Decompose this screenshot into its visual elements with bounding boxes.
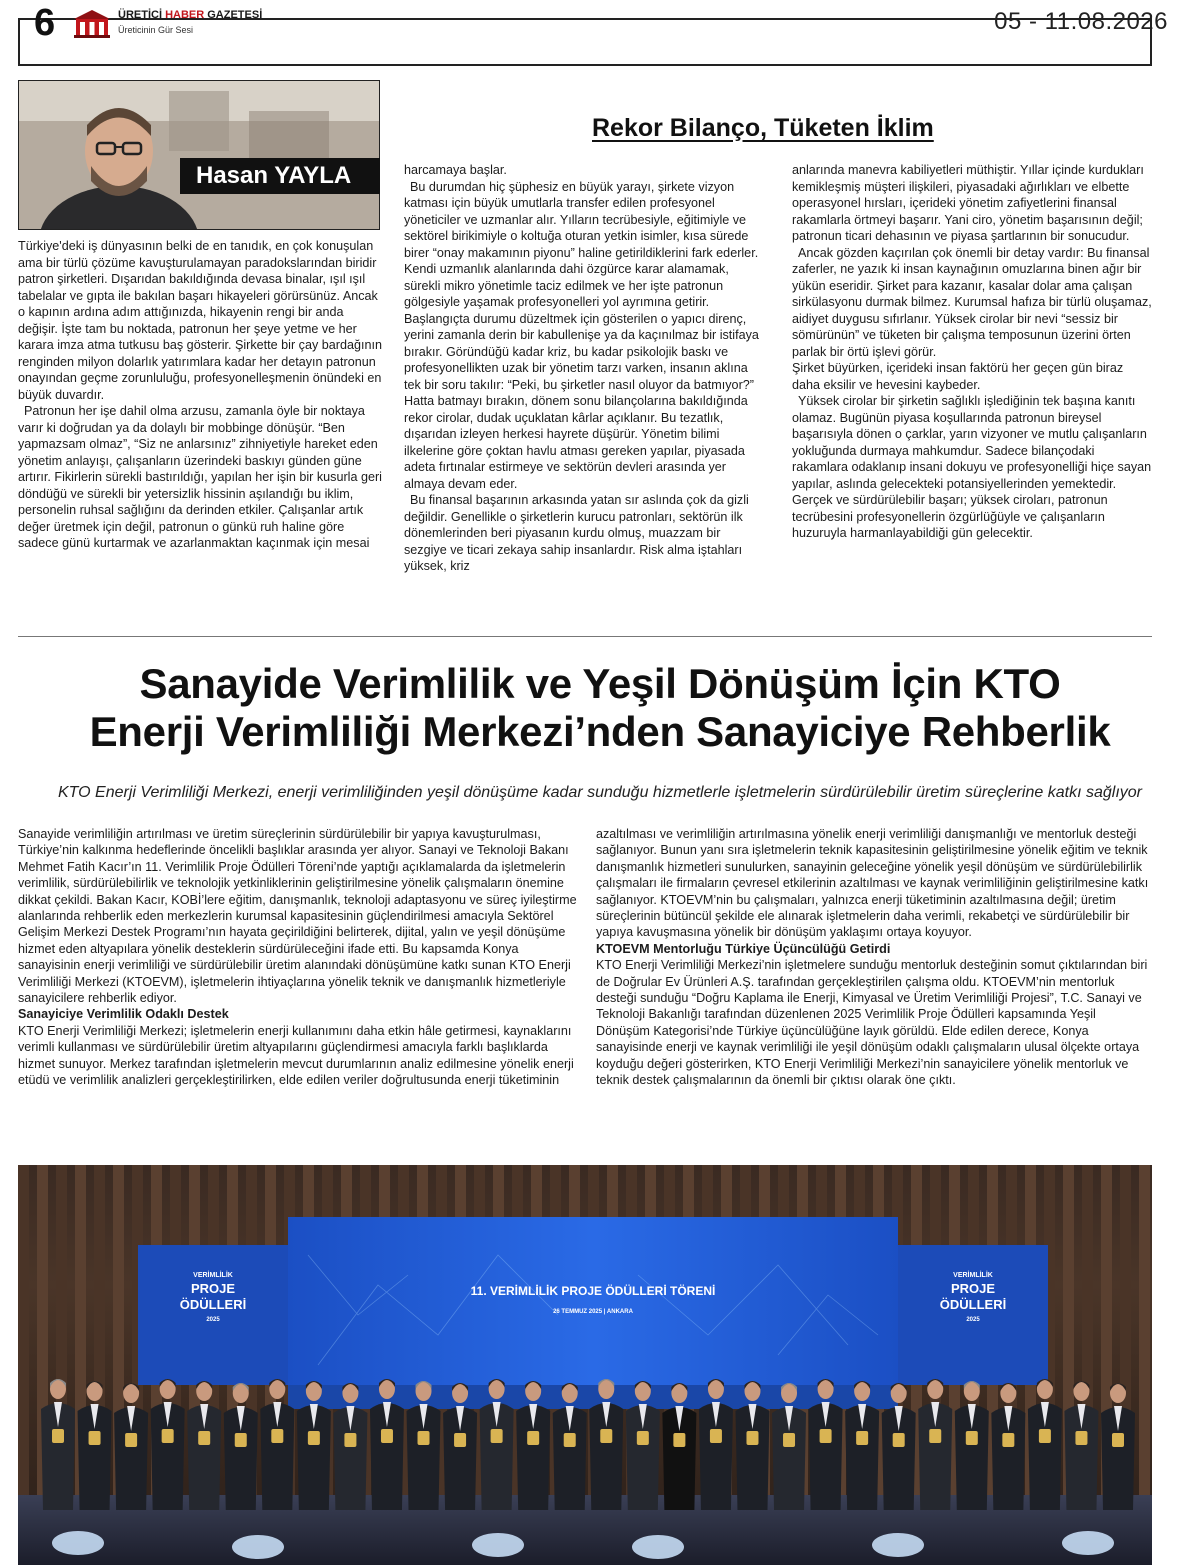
issue-date: 05 - 11.08.2026 xyxy=(994,8,1168,35)
wall-slat xyxy=(1139,1165,1150,1495)
newspaper-name-part3: GAZETESİ xyxy=(207,9,263,21)
newspaper-slogan: Üreticinin Gür Sesi xyxy=(118,25,194,35)
newspaper-name-part2: HABER xyxy=(165,9,205,21)
stage-light xyxy=(1062,1531,1114,1555)
logo-left-line2: PROJE xyxy=(190,1281,236,1296)
article-paragraph: KTO Enerji Verimliliği Merkezi’nin işletmelere sunduğu mentorluk desteğinin somut çıktılarından biri de Doğrular Ev Ürünleri A.Ş. tarafından gerçekleştirilen çalışma oldu. KTOEVM’nin mentorluk desteği sunduğu “Doğru Kaplama ile Enerji, Kimyasal ve Üretim Verimliliği Projesi”, T.C. Sanayi ve Teknoloji Bakanlığı tarafından düzenlenen 2025 Verimlilik Proje Ödülleri kapsamında Yeşil Dönüşüm Kategorisi’nde Türkiye üçüncülüğüne layık görüldü. Elde edilen derece, Konya sanayisinde enerji ve kaynak verimliliği ile yeşil dönüşüm odaklı çalışmaların ulusal ölçekte ortaya koyduğu değeri gösterirken, KTO Enerji Verimliliği Merkezi’nin sanayicilere yönelik mentorluk ve teknik destek çalışmalarının da önemli bir çıktısı olarak öne çıktı. xyxy=(596,958,1148,1088)
headline-line: Enerji Verimliliği Merkezi’nden Sanayiciye Rehberlik xyxy=(89,708,1111,755)
author-name: Hasan YAYLA xyxy=(180,158,380,194)
article-paragraph: Sanayide verimliliğin artırılması ve üretim süreçlerinin sürdürülebilir bir yapıya kavuşturulması, Türkiye’nin kalkınma hedeflerinde öncelikli başlıklar arasında yer alıyor. Sanayi ve Teknoloji Bakanı Mehmet Fatih Kacır’ın 11. Verimlilik Proje Ödülleri Töreni’nde yaptığı açıklamalarda da işletmelerin verimlilik, sürdürülebilirlik ve teknolojik yetkinliklerinin geliştirilmesine yönelik çalışmaların önemine dikkat çekildi. Bakan Kacır, KOBİ’lere eğitim, danışmanlık, teknoloji adaptasyonu ve süreç iyileştirme alanlarında rehberlik eden merkezlerin kurumsal kapasitesinin güçlendirilmesi amacıyla Sektörel Gelişim Merkezi Destek Programı’nın hayata geçirildiğini belirterek, dijital, yalın ve yeşil dönüşüme hizmet eden altyapılara yönelik desteklerin sürdürüleceğini ifade etti. Bu kapsamda Konya sanayisinin enerji verimliliği ve sürdürülebilir üretim alanındaki dönüşümüne katkı sunan KTO Enerji Verimliliği Merkezi (KTOEVM), işletmelerin ihtiyaçlarına yönelik teknik ve danışmanlık hizmetleriyle sanayicilere rehberlik ediyor. xyxy=(18,827,577,1006)
section-divider xyxy=(18,636,1152,637)
stage-title: 11. VERİMLİLİK PROJE ÖDÜLLERİ TÖRENİ xyxy=(470,1284,716,1298)
stage-light xyxy=(232,1535,284,1559)
logo-left-line1: VERİMLİLİK xyxy=(193,1272,233,1279)
stage-subtitle: 26 TEMMUZ 2025 | ANKARA xyxy=(553,1309,633,1315)
column-text-col1 xyxy=(18,238,384,622)
column-paragraph: anlarında manevra kabiliyetleri müthiştir. Yıllar içinde kurdukları kemikleşmiş müşteri ilişkileri, piyasadaki ağırlıkları ve elbette operasyonel hırsları, içerideki yönetim zafiyetlerini finansal rakamlarla örtmeyi başarır. Yani ciro, yönetim başarısının değil; patronun ticari dehasının ve piyasa şartlarının bir sonucudur. xyxy=(792,163,1144,243)
column-paragraph: Patronun her işe dahil olma arzusu, zamanla öyle bir noktaya varır ki doğrudan ya da dolaylı bir mobbinge dönüşür. “Ben yapmazsam olmaz”, “Siz ne anlarsınız” zihniyetiyle hareket eden yönetim anlayışı, çalışanların üzerindeki baskıyı günden güne artırır. Fikirlerin sürekli bastırıldığı, yapılan her işin bir kusurla geri döndüğü ve sürekli bir yetersizlik hissinin aşılandığı bu iklim, personelin ruhsal sağlığını da derinden etkiler. Çalışanlar artık değer üretmek için değil, patronun o günkü ruh haline göre sadece günü kurtarmak ve azarlanmaktan kaçınmak için mesai xyxy=(18,404,382,550)
article-paragraph: azaltılması ve verimliliğin artırılmasına yönelik enerji verimliliği danışmanlığı ve mentorluk desteği sağlanıyor. Bunun yanı sıra işletmelerin teknik kapasitesinin geliştirilmesine yönelik eğitim ve teknik danışmanlık hizmetleri sunulurken, sanayinin geleceğine yönelik yeşil dönüşüm ve sürdürülebilirlik çalışmaları ile firmaların çevresel etkilerinin azaltılması ve kaynak verimliliğinin geliştirilmesine katkı sağlanıyor. KTOEVM’nin bu çalışmaları, yalnızca enerji tüketiminin azaltılmasına değil; üretim süreçlerinin bütüncül şekilde ele alınarak işletmelerin daha verimli, rekabetçi ve sürdürülebilir bir yapıya kavuşmasına yönelik bir dönüşüm yaklaşımı ortaya koyuyor. xyxy=(596,827,1149,940)
logo-right-line2: PROJE xyxy=(950,1281,996,1296)
logo-right-line4: 2025 xyxy=(966,1317,980,1323)
newspaper-logo-icon xyxy=(70,8,114,38)
column-text-col3 xyxy=(792,162,1152,624)
stage-screen xyxy=(288,1217,898,1385)
author-photo xyxy=(18,80,380,230)
article-headline xyxy=(0,660,1200,756)
newspaper-name-part1: ÜRETİCİ xyxy=(118,9,162,21)
article-subheading: Sanayiciye Verimlilik Odaklı Destek xyxy=(18,1007,229,1022)
article-text-right xyxy=(596,826,1152,1151)
side-screen-right xyxy=(898,1245,1048,1385)
column-paragraph: harcamaya başlar. xyxy=(404,163,507,177)
person xyxy=(918,1379,952,1510)
column-title: Rekor Bilanço, Tüketen İklim xyxy=(592,114,934,142)
side-screen-left xyxy=(138,1245,288,1385)
logo-right-line3: ÖDÜLLERİ xyxy=(939,1297,1007,1312)
stage-light xyxy=(472,1533,524,1557)
stage-light xyxy=(632,1535,684,1559)
ceremony-photo xyxy=(18,1165,1152,1565)
logo-left-line3: ÖDÜLLERİ xyxy=(179,1297,247,1312)
stage-light xyxy=(872,1533,924,1557)
logo-right-line1: VERİMLİLİK xyxy=(953,1272,993,1279)
column-paragraph: Türkiye'deki iş dünyasının belki de en tanıdık, en çok konuşulan ama bir türlü çözüme kavuşturulamayan paradokslarından biridir patron şirketleri. Dışarıdan bakıldığında devasa binalar, ışıl ışıl tabelalar ve gıpta ile bakılan başarı hikayeleri görürsünüz. Ancak o kapının ardına adım attığınızda, hikayenin rengi bir anda değişir. İşte tam bu noktada, patronun her şeye yetme ve her karara imza atma tutkusu baş gösterir. Şirkette bir çay bardağının renginden milyon dolarlık yatırımlara kadar her detayın patronun onayından geçme zorunluluğu, profesyonelleşmenin önündeki en büyük duvardır. xyxy=(18,239,382,402)
wall-slat xyxy=(18,1165,29,1495)
page-number: 6 xyxy=(34,2,55,44)
headline-line: Sanayide Verimlilik ve Yeşil Dönüşüm İçin KTO xyxy=(139,660,1061,707)
newspaper-name xyxy=(118,9,262,21)
column-paragraph: Bu durumdan hiç şüphesiz en büyük yarayı, şirkete vizyon katması için büyük umutlarla transfer edilen profesyonel yöneticiler ve uzmanlar alır. Yılların tecrübesiyle, eğitimiyle ve sektörel birikimiyle o koltuğa oturan yetkin isimler, kısa sürede birer “onay makamının piyonu” haline getirildiklerini fark ederler. Kendi uzmanlık alanlarında dahi özgürce karar alamamak, sürekli mikro yönetimle taciz edilmek ve her işte patronun gölgesiyle yaşamak profesyonelleri yol ayrımına getirir. Başlangıçta durumu düzeltmek için gösterilen o yapıcı direnç, yerini zamanla derin bir kabullenişe ya da kaçınılmaz bir istifaya bırakır. Göründüğü kadar kriz, bu kadar psikolojik baskı ve profesyonellikten uzak bir yönetim tarzı varken, insanın aklına tek bir soru takılır: “Peki, bu şirketler nasıl oluyor da batmıyor?” Hatta batmayı bırakın, dönem sonu bilançolarına bakıldığında rekor cirolar, dudak uçuklatan kârlar açıklanır. Bu tezatlık, dışarıdan izleyen herkesi hayrete düşürür. Yönetim bilimi ilkelerine göre çoktan havlu atması gereken yapılar, piyasada adeta fırtınalar estirmeye ve sektörün devleri arasında yer almaya devam eder. xyxy=(404,179,759,491)
column-paragraph: Şirket büyürken, içerideki insan faktörü her geçen gün biraz daha eksilir ve hevesini kaybeder. xyxy=(792,361,1124,392)
article-paragraph: KTO Enerji Verimliliği Merkezi; işletmelerin enerji kullanımını daha etkin hâle getirmesi, kaynaklarını verimli kullanması ve sürdürülebilir üretim altyapılarını güçlendirmesi amacıyla farklı başlıklarda hizmet sunuyor. Merkez tarafından işletmelerin mevcut durumlarının analiz edilmesine yönelik enerji etüdü ve verimlilik analizleri gerçekleştirilirken, elde edilen veriler doğrultusunda enerji tüketiminin xyxy=(18,1023,574,1088)
author-portrait-icon xyxy=(19,81,380,230)
article-subheadline: KTO Enerji Verimliliği Merkezi, enerji verimliliğinden yeşil dönüşüme kadar sunduğu hizmetlerle işletmelerin sürdürülebilir üretim süreçlerine katkı sağlıyor xyxy=(58,784,1142,801)
column-paragraph: Ancak gözden kaçırılan çok önemli bir detay vardır: Bu finansal zaferler, ne yazık ki insan kaynağının omuzlarına binen ağır bir yükün eseridir. Şirket para kazanır, kasalar dolar ama çalışan sirkülasyonu durmak bilmez. Kurumsal hafıza bir türlü oluşamaz, aidiyet duygusu sıfırlanır. Yüksek cirolar bir nevi “sessiz bir sömürünün” ve tüketen bir çalışma temposunun üzerini örten parlak bir örtü işlevi görür. xyxy=(792,245,1152,359)
column-paragraph: Yüksek cirolar bir şirketin sağlıklı işlediğinin tek başına kanıtı olamaz. Bugünün piyasa koşullarında patronun bireysel başarısıyla dönen o çarklar, yarın vizyoner ve mutlu çalışanların yokluğunda durmaya mahkumdur. Sadece bilançodaki rakamlara odaklanıp insani dokuyu ve profesyonelliği hiçe sayan yapılar, aslında gelecekteki potansiyellerinden yemektedir. Gerçek ve sürdürülebilir başarı; yüksek ciroları, patronun tecrübesini profesyonellerin özgürlüğüyle ve çalışanların huzuruyla harmanlayabildiği gün gelecektir. xyxy=(792,394,1152,540)
article-subheading: KTOEVM Mentorluğu Türkiye Üçüncülüğü Getirdi xyxy=(596,941,891,956)
column-text-col2 xyxy=(404,162,766,624)
logo-left-line4: 2025 xyxy=(206,1317,220,1323)
article-text-left xyxy=(18,826,580,1151)
stage-light xyxy=(52,1531,104,1555)
award-ceremony-icon xyxy=(18,1165,1152,1565)
column-paragraph: Bu finansal başarının arkasında yatan sır aslında çok da gizli değildir. Genellikle o şirketlerin kurucu patronları, sektörün ilk dönemlerinden beri piyasanın kurdu olmuş, muazzam bir sezgiye ve ticari zekaya sahip insanlardır. Risk alma iştahları yüksek, kriz xyxy=(404,493,749,573)
